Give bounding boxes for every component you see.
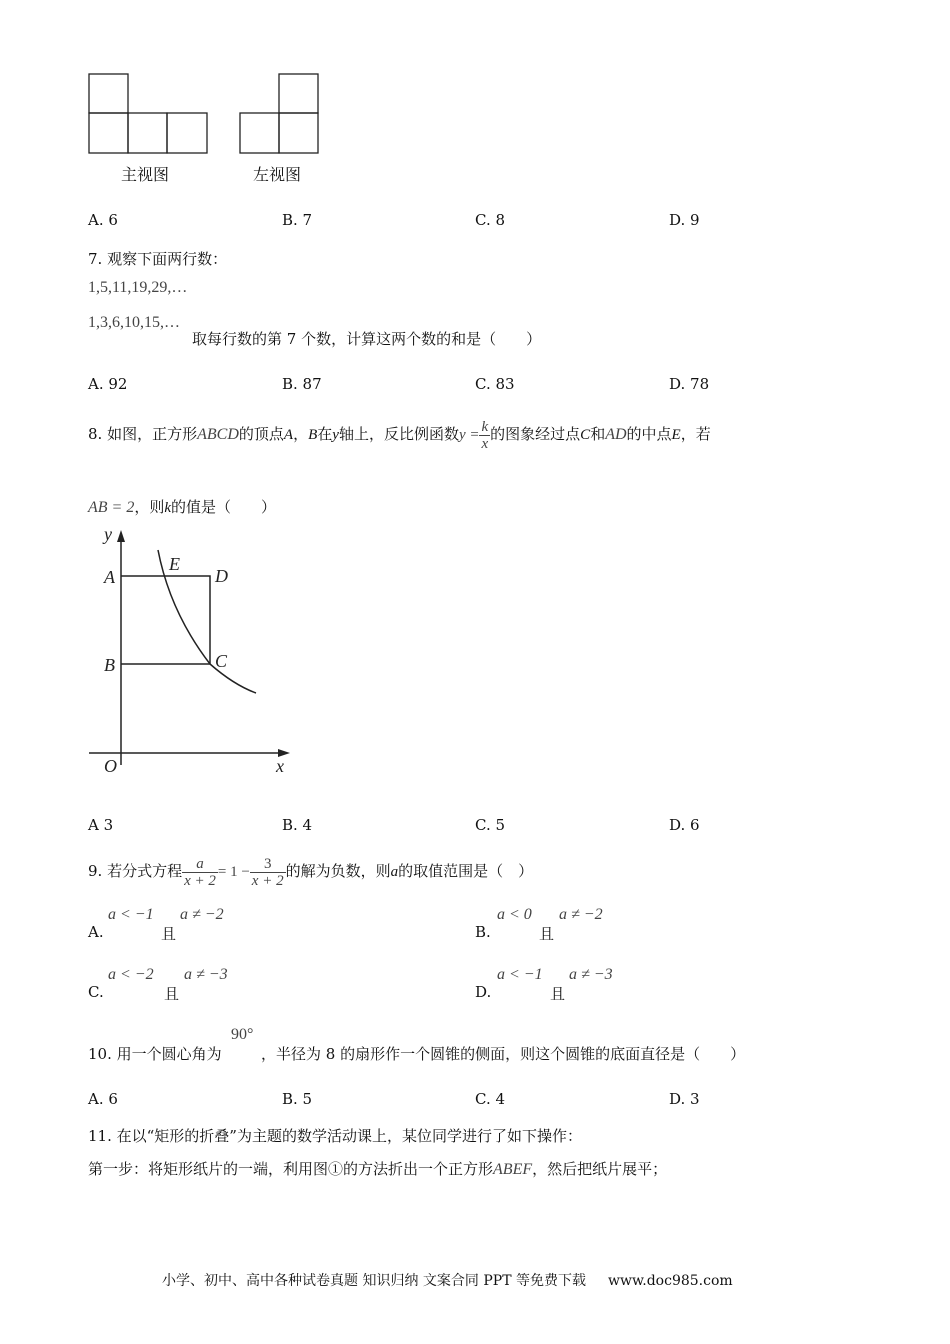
- q7-row2: 1,3,6,10,15,…: [88, 314, 180, 331]
- q10-option-a[interactable]: A. 6: [88, 1090, 118, 1108]
- q7-option-a[interactable]: A. 92: [88, 375, 128, 393]
- q10-option-b[interactable]: B. 5: [282, 1090, 313, 1108]
- label-o: O: [104, 756, 117, 776]
- label-b: B: [104, 655, 115, 675]
- label-a: A: [104, 567, 115, 587]
- q9-option-b[interactable]: B. a < 0 且 a ≠ −2: [475, 906, 603, 943]
- label-x: x: [276, 756, 284, 776]
- q8-stem: 8. 如图，正方形ABCD的顶点A，B在y轴上，反比例函数y = $\frac{k}{x}$ 的图象经过点C和AD的中点E，若: [88, 418, 711, 452]
- q10-stem-rest: ，半径为 8 的扇形作一个圆锥的侧面，则这个圆锥的底面直径是（ ）: [261, 1045, 746, 1063]
- q6-option-a[interactable]: A. 6: [88, 211, 118, 229]
- q9-option-d[interactable]: D. a < −1 且 a ≠ −3: [475, 966, 613, 1003]
- q8-option-b[interactable]: B. 4: [282, 816, 313, 834]
- q8-option-a[interactable]: A 3: [88, 816, 114, 834]
- label-c: C: [215, 651, 228, 671]
- label-e: E: [169, 554, 180, 574]
- q7-row1: 1,5,11,19,29,…: [88, 279, 188, 296]
- q7-option-c[interactable]: C. 83: [475, 375, 515, 393]
- q8-graph-figure: [84, 520, 304, 782]
- q9-option-a[interactable]: A. a < −1 且 a ≠ −2: [88, 906, 224, 943]
- q9-option-c[interactable]: C. a < −2 且 a ≠ −3: [88, 966, 228, 1003]
- q6-option-c[interactable]: C. 8: [475, 211, 506, 229]
- q6-option-d[interactable]: D. 9: [669, 211, 700, 229]
- label-d: D: [215, 566, 228, 586]
- q10-option-d[interactable]: D. 3: [669, 1090, 700, 1108]
- q8-stem-line2: AB = 2，则k的值是（ ）: [88, 498, 277, 516]
- q10-stem: 10. 用一个圆心角为: [88, 1045, 222, 1063]
- q8-option-c[interactable]: C. 5: [475, 816, 506, 834]
- footer-text: 小学、初中、高中各种试卷真题 知识归纳 文案合同 PPT 等免费下载 www.doc985.com: [162, 1273, 733, 1289]
- left-view-label: 左视图: [253, 165, 302, 184]
- label-y: y: [104, 524, 112, 544]
- three-view-figure: [80, 66, 340, 162]
- q11-line2: 第一步：将矩形纸片的一端，利用图①的方法折出一个正方形ABEF，然后把纸片展平；: [88, 1160, 668, 1178]
- q9-fraction-1: $\frac{a}{x + 2}$: [184, 855, 216, 889]
- front-view-top-cell: [89, 74, 128, 113]
- y-axis-arrow: [117, 530, 125, 542]
- footer-url[interactable]: www.doc985.com: [607, 1273, 733, 1289]
- q6-option-b[interactable]: B. 7: [282, 211, 313, 229]
- q7-stem: 7. 观察下面两行数：: [88, 250, 228, 268]
- front-view-label: 主视图: [121, 165, 170, 184]
- q7-option-d[interactable]: D. 78: [669, 375, 710, 393]
- square-abcd: [121, 576, 210, 664]
- q7-question: 取每行数的第 7 个数，计算这两个数的和是（ ）: [192, 330, 542, 348]
- q7-option-b[interactable]: B. 87: [282, 375, 322, 393]
- q8-option-d[interactable]: D. 6: [669, 816, 700, 834]
- q11-line1: 11. 在以“矩形的折叠”为主题的数学活动课上，某位同学进行了如下操作：: [88, 1127, 582, 1145]
- q10-angle: 90°: [231, 1026, 254, 1043]
- q9-stem: 9. 若分式方程 $\frac{a}{x + 2}$ = 1 − $\frac{3}{x + 2}$ 的解为负数，则a的取值范围是（ ）: [88, 855, 534, 889]
- q9-fraction-2: $\frac{3}{x + 2}$: [251, 855, 284, 889]
- left-view-top-cell: [279, 74, 318, 113]
- inverse-function-fraction: $\frac{k}{x}$: [481, 418, 489, 452]
- q10-option-c[interactable]: C. 4: [475, 1090, 506, 1108]
